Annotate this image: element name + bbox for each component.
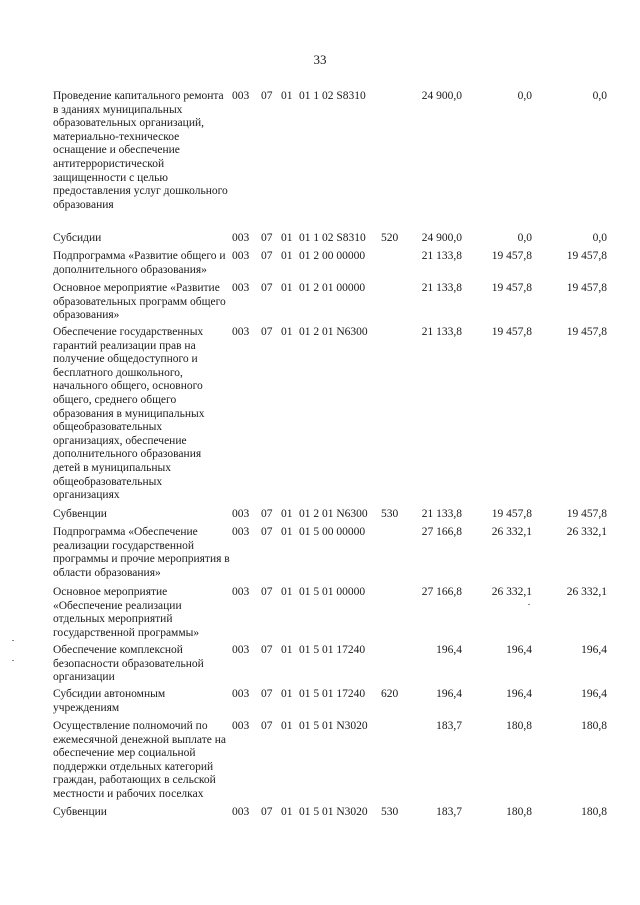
- amount-year-1: 183,7: [436, 806, 462, 818]
- admin-code: 003: [232, 282, 250, 294]
- row-name: Основное мероприятие «Развитие образовательных программ общего образования»: [53, 282, 226, 322]
- amount-year-2: 180,8: [506, 806, 532, 818]
- row-name: Субвенции: [53, 806, 107, 818]
- section-code: 07: [261, 250, 273, 262]
- amount-year-1: 21 133,8: [421, 326, 462, 338]
- row-name: Субсидии автономным учреждениям: [53, 688, 166, 714]
- subsection-code: 01: [281, 644, 293, 656]
- row-name: Подпрограмма «Развитие общего и дополнительного образования»: [53, 250, 226, 276]
- amount-year-2: 196,4: [506, 688, 532, 700]
- amount-year-2: 19 457,8: [491, 508, 532, 520]
- amount-year-1: 21 133,8: [421, 282, 462, 294]
- amount-year-1: 24 900,0: [421, 232, 462, 244]
- subsection-code: 01: [281, 806, 293, 818]
- amount-year-2: 0,0: [517, 90, 532, 102]
- amount-year-1: 21 133,8: [421, 250, 462, 262]
- subsection-code: 01: [281, 586, 293, 598]
- amount-year-2: 19 457,8: [491, 282, 532, 294]
- expense-type-code: 530: [381, 806, 399, 818]
- amount-year-3: 180,8: [581, 720, 607, 732]
- amount-year-1: 196,4: [436, 688, 462, 700]
- amount-year-2: 0,0: [517, 232, 532, 244]
- section-code: 07: [261, 508, 273, 520]
- subsection-code: 01: [281, 282, 293, 294]
- amount-year-3: 196,4: [581, 644, 607, 656]
- target-article-code: 01 5 01 17240: [299, 644, 366, 656]
- admin-code: 003: [232, 586, 250, 598]
- expense-type-code: 620: [381, 688, 399, 700]
- amount-year-1: 21 133,8: [421, 508, 462, 520]
- amount-year-3: 19 457,8: [566, 250, 607, 262]
- section-code: 07: [261, 806, 273, 818]
- target-article-code: 01 5 00 00000: [299, 526, 366, 538]
- amount-year-2: 26 332,1: [491, 586, 532, 598]
- target-article-code: 01 2 01 N6300: [299, 326, 368, 338]
- row-name: Подпрограмма «Обеспечение реализации государственной программы и прочие мероприятия в области образования»: [53, 526, 230, 579]
- amount-year-2: 19 457,8: [491, 250, 532, 262]
- admin-code: 003: [232, 644, 250, 656]
- amount-year-1: 27 166,8: [421, 586, 462, 598]
- subsection-code: 01: [281, 232, 293, 244]
- section-code: 07: [261, 586, 273, 598]
- admin-code: 003: [232, 250, 250, 262]
- section-code: 07: [261, 326, 273, 338]
- amount-year-1: 24 900,0: [421, 90, 462, 102]
- admin-code: 003: [232, 90, 250, 102]
- page-number: 33: [313, 52, 327, 67]
- amount-year-2: 196,4: [506, 644, 532, 656]
- amount-year-3: 19 457,8: [566, 326, 607, 338]
- scan-speck: [528, 604, 530, 605]
- section-code: 07: [261, 688, 273, 700]
- amount-year-3: 196,4: [581, 688, 607, 700]
- subsection-code: 01: [281, 526, 293, 538]
- row-name: Осуществление полномочий по ежемесячной денежной выплате на обеспечение мер социальной поддержки отдельных категорий граждан, работающих в сельской местности и рабочих поселках: [53, 720, 226, 800]
- subsection-code: 01: [281, 90, 293, 102]
- subsection-code: 01: [281, 326, 293, 338]
- target-article-code: 01 5 01 00000: [299, 586, 366, 598]
- section-code: 07: [261, 232, 273, 244]
- target-article-code: 01 1 02 S8310: [299, 232, 366, 244]
- amount-year-3: 0,0: [592, 232, 607, 244]
- row-name: Обеспечение государственных гарантий реализации прав на получение общедоступного и бесплатного дошкольного, начального общего, основного общего, среднего общего образования в муниципальных общеобразовательных организациях, обеспечение дополнительного образования детей в муниципальных общеобразовательных организациях: [53, 326, 205, 502]
- row-name: Субсидии: [53, 232, 102, 244]
- amount-year-2: 26 332,1: [491, 526, 532, 538]
- expense-type-code: 530: [381, 508, 399, 520]
- amount-year-1: 27 166,8: [421, 526, 462, 538]
- amount-year-3: 0,0: [592, 90, 607, 102]
- target-article-code: 01 2 01 00000: [299, 282, 366, 294]
- admin-code: 003: [232, 232, 250, 244]
- section-code: 07: [261, 526, 273, 538]
- row-name: Субвенции: [53, 508, 107, 520]
- amount-year-1: 196,4: [436, 644, 462, 656]
- row-name: Проведение капитального ремонта в зданиях муниципальных образовательных организаций, материально-техническое оснащение и обеспечение антитеррористической защищенности с целью предоставления услуг дошкольного образования: [53, 90, 228, 211]
- subsection-code: 01: [281, 688, 293, 700]
- row-name: Основное мероприятие «Обеспечение реализации отдельных мероприятий государственной программы»: [53, 586, 200, 639]
- target-article-code: 01 2 01 N6300: [299, 508, 368, 520]
- section-code: 07: [261, 644, 273, 656]
- admin-code: 003: [232, 806, 250, 818]
- expense-type-code: 520: [381, 232, 399, 244]
- row-name: Обеспечение комплексной безопасности образовательной организации: [53, 644, 204, 684]
- target-article-code: 01 5 01 N3020: [299, 720, 368, 732]
- admin-code: 003: [232, 720, 250, 732]
- amount-year-3: 26 332,1: [566, 526, 607, 538]
- amount-year-3: 180,8: [581, 806, 607, 818]
- subsection-code: 01: [281, 250, 293, 262]
- amount-year-3: 19 457,8: [566, 282, 607, 294]
- target-article-code: 01 5 01 N3020: [299, 806, 368, 818]
- scan-speck: [12, 660, 14, 661]
- amount-year-1: 183,7: [436, 720, 462, 732]
- admin-code: 003: [232, 508, 250, 520]
- section-code: 07: [261, 282, 273, 294]
- scan-speck: [12, 640, 14, 641]
- target-article-code: 01 2 00 00000: [299, 250, 366, 262]
- amount-year-2: 180,8: [506, 720, 532, 732]
- amount-year-3: 19 457,8: [566, 508, 607, 520]
- subsection-code: 01: [281, 508, 293, 520]
- admin-code: 003: [232, 526, 250, 538]
- section-code: 07: [261, 720, 273, 732]
- target-article-code: 01 1 02 S8310: [299, 90, 366, 102]
- amount-year-2: 19 457,8: [491, 326, 532, 338]
- section-code: 07: [261, 90, 273, 102]
- target-article-code: 01 5 01 17240: [299, 688, 366, 700]
- admin-code: 003: [232, 326, 250, 338]
- admin-code: 003: [232, 688, 250, 700]
- subsection-code: 01: [281, 720, 293, 732]
- amount-year-3: 26 332,1: [566, 586, 607, 598]
